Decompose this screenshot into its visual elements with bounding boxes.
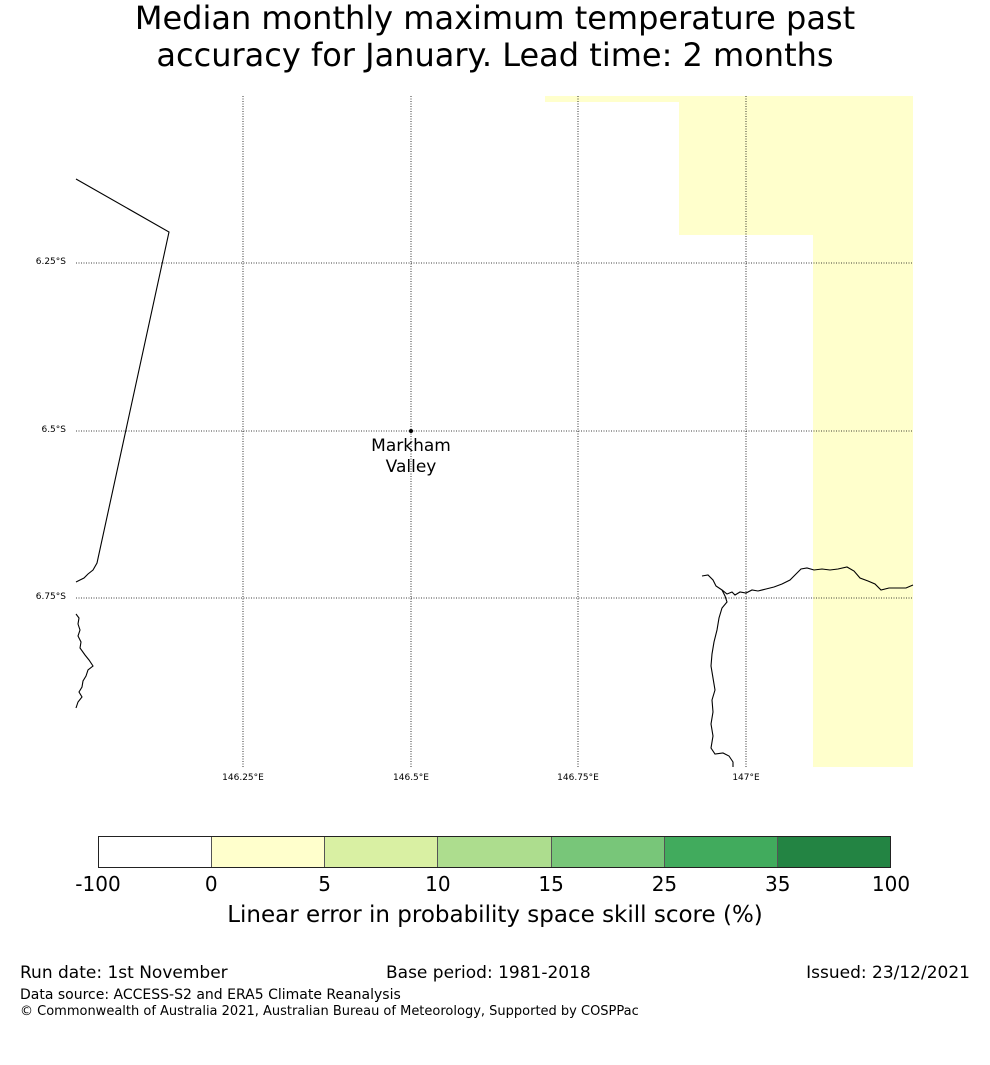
province-boundary bbox=[76, 179, 169, 582]
colorbar-label: Linear error in probability space skill score (%) bbox=[227, 902, 763, 928]
run-date: Run date: 1st November bbox=[20, 963, 228, 983]
lon-label-147: 147°E bbox=[732, 773, 760, 783]
skill-region bbox=[545, 96, 913, 767]
lon-label-146-25: 146.25°E bbox=[222, 773, 264, 783]
lon-label-146-75: 146.75°E bbox=[557, 773, 599, 783]
colorbar-tick-label: 15 bbox=[538, 872, 564, 896]
lat-label-6-5: 6.5°S bbox=[41, 425, 66, 435]
lon-label-146-5: 146.5°E bbox=[393, 773, 429, 783]
colorbar-segment-4 bbox=[552, 837, 665, 867]
base-period: Base period: 1981-2018 bbox=[386, 963, 591, 983]
colorbar-segment-0 bbox=[99, 837, 212, 867]
markham-river bbox=[711, 590, 733, 767]
data-source: Data source: ACCESS-S2 and ERA5 Climate Reanalysis bbox=[20, 987, 401, 1003]
lat-label-6-75: 6.75°S bbox=[35, 592, 66, 602]
colorbar-tick-label: 0 bbox=[204, 872, 218, 896]
colorbar-tick-label: 25 bbox=[651, 872, 678, 896]
colorbar-tick-label: 35 bbox=[764, 872, 791, 896]
issued-date: Issued: 23/12/2021 bbox=[806, 963, 970, 983]
colorbar-segment-5 bbox=[665, 837, 778, 867]
colorbar-segment-6 bbox=[778, 837, 890, 867]
colorbar-tick-label: 100 bbox=[871, 872, 911, 896]
boundaries bbox=[76, 179, 913, 767]
colorbar-tick-label: -100 bbox=[75, 872, 121, 896]
colorbar bbox=[98, 836, 891, 868]
markham-valley-marker bbox=[409, 429, 413, 433]
colorbar-segment-1 bbox=[212, 837, 325, 867]
lat-label-6-25: 6.25°S bbox=[35, 257, 66, 267]
place-label-markham-valley bbox=[351, 436, 471, 478]
map-title-line1: Median monthly maximum temperature past bbox=[134, 0, 856, 37]
colorbar-segment-2 bbox=[325, 837, 438, 867]
map-title-line2: accuracy for January. Lead time: 2 months bbox=[156, 36, 834, 74]
colorbar-tick-label: 10 bbox=[425, 872, 451, 896]
west-coastline bbox=[76, 614, 93, 708]
place-label-line1: Markham bbox=[371, 436, 451, 456]
colorbar-segment-3 bbox=[438, 837, 551, 867]
colorbar-tick-label: 5 bbox=[318, 872, 331, 896]
place-label-line2: Valley bbox=[385, 457, 437, 477]
copyright: © Commonwealth of Australia 2021, Australian Bureau of Meteorology, Supported by COSPPac bbox=[20, 1004, 639, 1019]
